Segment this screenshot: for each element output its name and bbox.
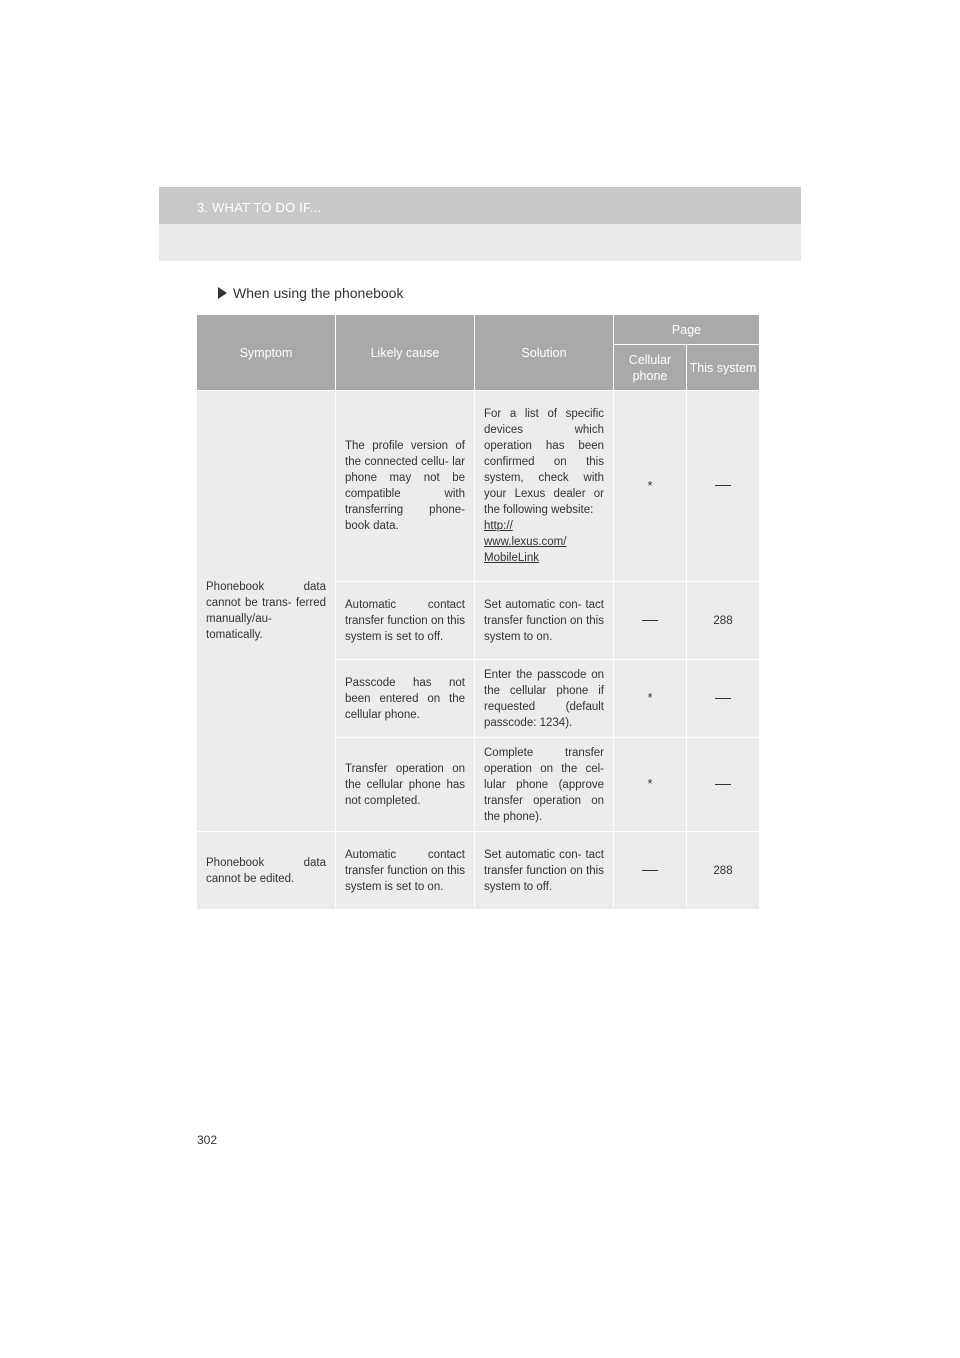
solution-cell: Set automatic con- tact transfer function on this system to off. [475,832,614,910]
cellular-phone-page-cell [614,660,687,738]
solution-cell: Enter the passcode on the cellular phone if requested (default passcode: 1234). [475,660,614,738]
symptom-cell: Phonebook data cannot be trans- ferred manually/au- tomatically. [197,391,336,832]
header-page: Page [614,315,760,345]
chapter-title: 3. WHAT TO DO IF... [197,200,322,215]
this-system-page-cell[interactable]: 288 [687,582,760,660]
header-this-system: This system [687,345,760,391]
website-link-part-3[interactable]: MobileLink [484,552,539,564]
dash-mark [715,784,731,785]
asterisk-mark: * [647,477,653,493]
this-system-page-cell [687,660,760,738]
chapter-header-band [159,187,801,261]
cause-cell: Passcode has not been entered on the cellular phone. [336,660,475,738]
this-system-page-cell [687,391,760,582]
cellular-phone-page-cell [614,582,687,660]
page-number: 302 [197,1133,218,1147]
section-heading [218,285,403,301]
dash-mark [642,870,658,871]
cellular-phone-page-cell [614,391,687,582]
table-row [197,391,760,582]
header-solution: Solution [475,315,614,391]
cellular-phone-page-cell [614,738,687,832]
header-likely-cause: Likely cause [336,315,475,391]
symptom-cell: Phonebook data cannot be edited. [197,832,336,910]
dash-mark [715,485,731,486]
cause-cell: Automatic contact transfer function on this system is set to off. [336,582,475,660]
troubleshooting-table [196,314,760,910]
header-symptom: Symptom [197,315,336,391]
cause-cell: Automatic contact transfer function on this system is set to on. [336,832,475,910]
solution-text: For a list of specific devices which operation has been confirmed on this system, check with your Lexus dealer or the following website: [484,408,604,516]
header-cellular-phone: Cellular phone [614,345,687,391]
cause-cell: Transfer operation on the cellular phone has not completed. [336,738,475,832]
asterisk-mark: * [647,776,653,791]
website-link-part-1[interactable]: http:// [484,520,513,532]
section-heading-text: When using the phonebook [233,285,404,301]
this-system-page-cell [687,738,760,832]
website-link-part-2[interactable]: www.lexus.com/ [484,536,567,548]
table-row [197,832,760,910]
solution-cell [475,391,614,582]
solution-cell: Set automatic con- tact transfer function on this system to on. [475,582,614,660]
chapter-header-bar [159,187,801,224]
cause-cell: The profile version of the connected cellu- lar phone may not be compatible with transferring phone- book data. [336,391,475,582]
triangle-bullet-icon [218,287,227,299]
this-system-page-cell[interactable]: 288 [687,832,760,910]
asterisk-mark: * [647,690,653,705]
dash-mark [715,698,731,699]
dash-mark [642,620,658,621]
solution-cell: Complete transfer operation on the cel- lular phone (approve transfer operation on the phone). [475,738,614,832]
cellular-phone-page-cell [614,832,687,910]
